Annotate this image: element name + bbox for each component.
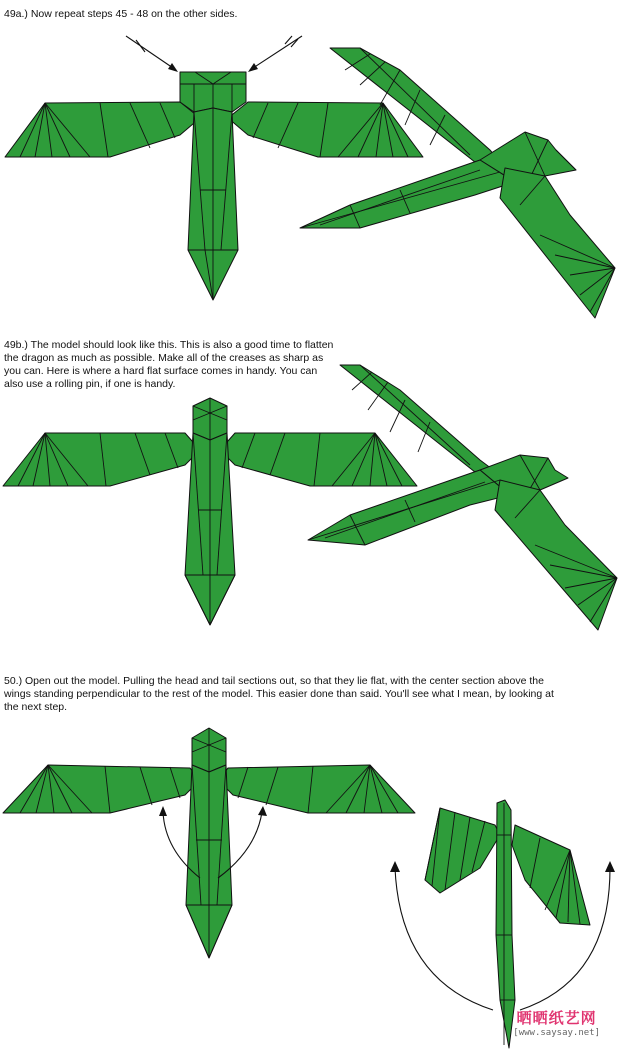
left-wing: [3, 765, 200, 813]
right-wing: [220, 433, 417, 486]
step-50-text: 50.) Open out the model. Pulling the head and tail sections out, so that they lie flat, with the center section above the wings standing perpendicular to the rest of the model. This easier done than said. You'll see what I mean, by looking at the next step.: [4, 675, 554, 713]
step-49a-side-view: [300, 48, 615, 318]
watermark-url: [www.saysay.net]: [513, 1028, 600, 1038]
step-49b-text: 49b.) The model should look like this. This is also a good time to flatten the dragon as much as possible. Make all of the creases as sharp as you can. Here is where a hard flat surface comes in handy. You can also use a rolling pin, if one is handy.: [4, 339, 334, 390]
tail-section: [300, 160, 515, 228]
watermark: [513, 1007, 600, 1038]
right-wing: [228, 102, 423, 157]
left-fold-arrow: [126, 36, 176, 70]
step-49a-front-view: [5, 36, 423, 300]
right-fold-arrow: [250, 36, 302, 70]
watermark-logo: 晒晒纸艺网: [516, 1009, 597, 1027]
left-wing: [5, 102, 200, 157]
step-49a-text: 49a.) Now repeat steps 45 - 48 on the other sides.: [4, 8, 238, 20]
right-wing: [218, 765, 415, 813]
left-wing: [3, 433, 200, 486]
step-49b-side-view: [308, 365, 617, 630]
step-50-front-view: [3, 728, 415, 958]
step-49b-front-view: [3, 398, 417, 625]
left-wing: [425, 808, 500, 893]
body-section: [496, 800, 515, 1048]
